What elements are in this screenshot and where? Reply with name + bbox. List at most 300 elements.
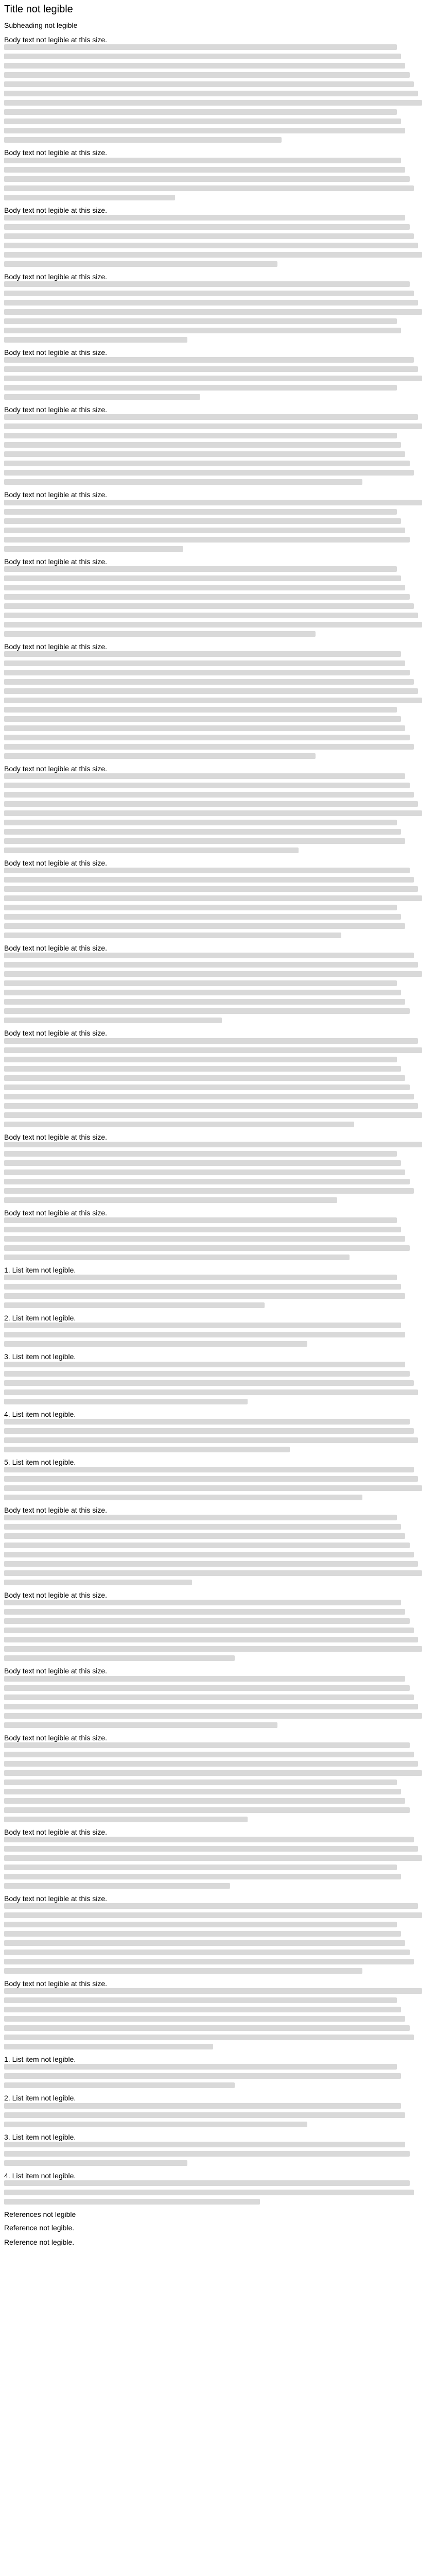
- text-line-placeholder: [4, 195, 175, 200]
- text-line-placeholder: [4, 886, 418, 892]
- list-item-line-placeholders: [4, 2103, 431, 2127]
- text-line-placeholder: [4, 366, 418, 372]
- text-line-placeholder: [4, 100, 422, 106]
- paragraph: [4, 557, 431, 637]
- text-line-placeholder: [4, 810, 422, 816]
- text-line-placeholder: [4, 1476, 418, 1482]
- text-line-placeholder: [4, 1047, 422, 1053]
- text-line-placeholder: [4, 118, 401, 124]
- text-line-placeholder: [4, 128, 405, 133]
- text-line-placeholder: [4, 1676, 405, 1682]
- reference-item: Reference not legible.: [4, 2224, 75, 2232]
- text-line-placeholder: [4, 725, 405, 731]
- text-line-placeholder: [4, 243, 418, 248]
- text-line-placeholder: [4, 546, 183, 552]
- text-line-placeholder: [4, 1515, 397, 1520]
- text-line-placeholder: [4, 1959, 414, 1964]
- text-line-placeholder: [4, 753, 316, 759]
- text-line-placeholder: [4, 670, 410, 675]
- text-line-placeholder: [4, 1903, 418, 1909]
- numbered-list: [4, 1265, 431, 1500]
- text-line-placeholder: [4, 2103, 401, 2109]
- text-line-placeholder: [4, 744, 414, 750]
- text-line-placeholder: [4, 868, 410, 873]
- paragraph-text: Body text not legible at this size.: [4, 1667, 107, 1675]
- text-line-placeholder: [4, 1467, 414, 1472]
- text-line-placeholder: [4, 1742, 410, 1748]
- list-item: [4, 1265, 431, 1308]
- text-line-placeholder: [4, 281, 410, 287]
- text-line-placeholder: [4, 1122, 354, 1127]
- text-line-placeholder: [4, 1428, 414, 1434]
- text-line-placeholder: [4, 838, 405, 844]
- text-line-placeholder: [4, 1997, 397, 2003]
- text-line-placeholder: [4, 1245, 410, 1251]
- text-line-placeholder: [4, 953, 414, 958]
- paragraph-line-placeholders: [4, 1217, 431, 1260]
- text-line-placeholder: [4, 1912, 422, 1918]
- paragraph-line-placeholders: [4, 44, 431, 143]
- text-line-placeholder: [4, 622, 422, 628]
- paragraph-line-placeholders: [4, 1742, 431, 1822]
- text-line-placeholder: [4, 914, 401, 920]
- text-line-placeholder: [4, 215, 405, 221]
- paragraph: [4, 764, 431, 853]
- text-line-placeholder: [4, 1217, 397, 1223]
- text-line-placeholder: [4, 500, 422, 505]
- text-line-placeholder: [4, 923, 405, 929]
- paragraph-line-placeholders: [4, 773, 431, 853]
- text-line-placeholder: [4, 158, 401, 163]
- paragraph-text: Body text not legible at this size.: [4, 1029, 107, 1038]
- text-line-placeholder: [4, 470, 414, 476]
- paragraph: [4, 943, 431, 1023]
- text-line-placeholder: [4, 1495, 362, 1500]
- text-line-placeholder: [4, 1533, 405, 1539]
- text-line-placeholder: [4, 707, 397, 713]
- list-item-text: 1. List item not legible.: [4, 1266, 76, 1274]
- paragraph: [4, 1028, 431, 1127]
- text-line-placeholder: [4, 1170, 405, 1175]
- list-item: [4, 1352, 431, 1404]
- text-line-placeholder: [4, 528, 405, 533]
- text-line-placeholder: [4, 1817, 248, 1822]
- paragraph-text: Body text not legible at this size.: [4, 148, 107, 157]
- text-line-placeholder: [4, 1752, 414, 1757]
- paragraph-text: Body text not legible at this size.: [4, 1505, 107, 1514]
- paragraph-line-placeholders: [4, 1676, 431, 1728]
- paragraph-text: Body text not legible at this size.: [4, 944, 107, 953]
- text-line-placeholder: [4, 1543, 410, 1548]
- text-line-placeholder: [4, 337, 187, 343]
- text-line-placeholder: [4, 185, 414, 191]
- text-line-placeholder: [4, 1940, 405, 1946]
- paragraph-line-placeholders: [4, 1988, 431, 2049]
- text-line-placeholder: [4, 1789, 401, 1794]
- text-line-placeholder: [4, 688, 418, 694]
- text-line-placeholder: [4, 1655, 235, 1661]
- text-line-placeholder: [4, 1066, 401, 1072]
- page-title: Title not legible: [4, 4, 73, 15]
- text-line-placeholder: [4, 1798, 405, 1804]
- paragraph-line-placeholders: [4, 1142, 431, 1203]
- text-line-placeholder: [4, 300, 418, 306]
- text-line-placeholder: [4, 1332, 405, 1337]
- text-line-placeholder: [4, 509, 397, 515]
- text-line-placeholder: [4, 233, 414, 239]
- text-line-placeholder: [4, 2073, 401, 2079]
- text-line-placeholder: [4, 109, 397, 115]
- list-item-text: 4. List item not legible.: [4, 1410, 76, 1418]
- text-line-placeholder: [4, 698, 422, 703]
- text-line-placeholder: [4, 1685, 410, 1691]
- text-line-placeholder: [4, 594, 410, 600]
- list-item-text: 2. List item not legible.: [4, 1314, 76, 1323]
- text-line-placeholder: [4, 1552, 414, 1557]
- text-line-placeholder: [4, 1968, 362, 1974]
- text-line-placeholder: [4, 1293, 405, 1299]
- text-line-placeholder: [4, 2122, 307, 2127]
- text-line-placeholder: [4, 1057, 397, 1062]
- text-line-placeholder: [4, 801, 418, 807]
- text-line-placeholder: [4, 1284, 401, 1290]
- paragraph: [4, 1505, 431, 1585]
- text-line-placeholder: [4, 1713, 422, 1719]
- text-line-placeholder: [4, 575, 401, 581]
- list-item-text: 1. List item not legible.: [4, 2055, 76, 2064]
- paragraph-text: Body text not legible at this size.: [4, 859, 107, 868]
- text-line-placeholder: [4, 1609, 405, 1615]
- reference-item: Reference not legible.: [4, 2238, 75, 2247]
- text-line-placeholder: [4, 261, 277, 267]
- text-line-placeholder: [4, 1637, 418, 1642]
- paragraph-text: Body text not legible at this size.: [4, 405, 107, 414]
- paragraph-text: Body text not legible at this size.: [4, 764, 107, 773]
- text-line-placeholder: [4, 1524, 401, 1530]
- text-line-placeholder: [4, 1341, 307, 1347]
- text-line-placeholder: [4, 1399, 248, 1404]
- text-line-placeholder: [4, 651, 401, 657]
- text-line-placeholder: [4, 2016, 405, 2022]
- text-line-placeholder: [4, 1437, 418, 1443]
- text-line-placeholder: [4, 603, 414, 609]
- paragraph-text: Body text not legible at this size.: [4, 272, 107, 281]
- list-item: [4, 2171, 431, 2205]
- paragraph-line-placeholders: [4, 215, 431, 267]
- list-item: [4, 1458, 431, 1500]
- text-line-placeholder: [4, 1038, 418, 1044]
- text-line-placeholder: [4, 1179, 410, 1184]
- text-line-placeholder: [4, 44, 397, 50]
- text-line-placeholder: [4, 2064, 397, 2070]
- page-subtitle: Subheading not legible: [4, 21, 78, 29]
- text-line-placeholder: [4, 1151, 397, 1157]
- references-heading: References not legible: [4, 2210, 76, 2218]
- list-item-text: 3. List item not legible.: [4, 1352, 76, 1361]
- references-list: [4, 2223, 431, 2247]
- list-item-line-placeholders: [4, 2142, 431, 2166]
- text-line-placeholder: [4, 167, 405, 173]
- text-line-placeholder: [4, 1371, 410, 1377]
- paragraph-text: Body text not legible at this size.: [4, 206, 107, 214]
- text-line-placeholder: [4, 1883, 230, 1889]
- text-line-placeholder: [4, 1447, 290, 1452]
- text-line-placeholder: [4, 1646, 422, 1652]
- text-line-placeholder: [4, 2190, 414, 2195]
- text-line-placeholder: [4, 1950, 410, 1955]
- text-line-placeholder: [4, 1761, 418, 1767]
- text-line-placeholder: [4, 451, 405, 457]
- text-line-placeholder: [4, 2025, 410, 2031]
- paragraph: [4, 35, 431, 143]
- text-line-placeholder: [4, 783, 410, 788]
- text-line-placeholder: [4, 1094, 414, 1099]
- text-line-placeholder: [4, 376, 422, 381]
- text-line-placeholder: [4, 433, 397, 438]
- text-line-placeholder: [4, 905, 397, 910]
- text-line-placeholder: [4, 2180, 410, 2186]
- text-line-placeholder: [4, 318, 397, 324]
- paragraph: [4, 1733, 431, 1822]
- text-line-placeholder: [4, 971, 422, 977]
- text-line-placeholder: [4, 1362, 405, 1367]
- text-line-placeholder: [4, 1112, 422, 1118]
- text-line-placeholder: [4, 1780, 397, 1785]
- text-line-placeholder: [4, 423, 422, 429]
- paragraph: [4, 1132, 431, 1203]
- text-line-placeholder: [4, 2082, 235, 2088]
- paragraph: [4, 1666, 431, 1727]
- paragraph-text: Body text not legible at this size.: [4, 557, 107, 566]
- text-line-placeholder: [4, 1084, 410, 1090]
- text-line-placeholder: [4, 990, 401, 995]
- text-line-placeholder: [4, 585, 405, 590]
- text-line-placeholder: [4, 735, 410, 740]
- paragraph: [4, 1894, 431, 1974]
- text-line-placeholder: [4, 2035, 414, 2040]
- text-line-placeholder: [4, 224, 410, 230]
- paragraph-text: Body text not legible at this size.: [4, 642, 107, 651]
- list-item-text: 4. List item not legible.: [4, 2171, 76, 2180]
- text-line-placeholder: [4, 1874, 401, 1879]
- text-line-placeholder: [4, 829, 401, 835]
- body-section-continued: [4, 1505, 431, 2049]
- text-line-placeholder: [4, 660, 405, 666]
- paragraph-line-placeholders: [4, 1038, 431, 1127]
- text-line-placeholder: [4, 1807, 410, 1813]
- paragraph-text: Body text not legible at this size.: [4, 1591, 107, 1600]
- paragraph: [4, 642, 431, 759]
- text-line-placeholder: [4, 1008, 410, 1014]
- text-line-placeholder: [4, 1855, 422, 1861]
- text-line-placeholder: [4, 1018, 222, 1023]
- text-line-placeholder: [4, 479, 362, 485]
- text-line-placeholder: [4, 1770, 422, 1776]
- paragraph-line-placeholders: [4, 953, 431, 1023]
- text-line-placeholder: [4, 980, 397, 986]
- text-line-placeholder: [4, 1323, 401, 1328]
- text-line-placeholder: [4, 1704, 418, 1709]
- list-item: [4, 2055, 431, 2088]
- paragraph: [4, 1979, 431, 2049]
- paragraph: [4, 148, 431, 200]
- paragraph: [4, 405, 431, 485]
- paragraph-line-placeholders: [4, 500, 431, 552]
- text-line-placeholder: [4, 895, 422, 901]
- text-line-placeholder: [4, 252, 422, 258]
- text-line-placeholder: [4, 773, 405, 779]
- text-line-placeholder: [4, 2007, 401, 2012]
- list-item: [4, 2093, 431, 2127]
- paragraph-text: Body text not legible at this size.: [4, 348, 107, 357]
- paragraph-line-placeholders: [4, 1600, 431, 1661]
- text-line-placeholder: [4, 394, 200, 400]
- text-line-placeholder: [4, 1302, 265, 1308]
- text-line-placeholder: [4, 81, 414, 87]
- text-line-placeholder: [4, 1197, 337, 1203]
- text-line-placeholder: [4, 1931, 401, 1937]
- text-line-placeholder: [4, 63, 405, 69]
- list-item-line-placeholders: [4, 1467, 431, 1500]
- list-item-text: 5. List item not legible.: [4, 1458, 76, 1466]
- paragraph: [4, 1827, 431, 1889]
- text-line-placeholder: [4, 54, 401, 59]
- text-line-placeholder: [4, 1922, 397, 1927]
- text-line-placeholder: [4, 1380, 414, 1386]
- paragraph-text: Body text not legible at this size.: [4, 1132, 107, 1141]
- paragraph: [4, 272, 431, 343]
- paragraph-line-placeholders: [4, 357, 431, 400]
- text-line-placeholder: [4, 2199, 260, 2205]
- text-line-placeholder: [4, 1618, 410, 1624]
- text-line-placeholder: [4, 2151, 410, 2157]
- text-line-placeholder: [4, 1837, 414, 1842]
- text-line-placeholder: [4, 1188, 414, 1194]
- paragraph-line-placeholders: [4, 651, 431, 759]
- text-line-placeholder: [4, 679, 414, 685]
- text-line-placeholder: [4, 716, 401, 722]
- paragraph: [4, 490, 431, 551]
- paragraph-line-placeholders: [4, 414, 431, 485]
- list-item-line-placeholders: [4, 1362, 431, 1404]
- text-line-placeholder: [4, 1142, 422, 1147]
- paragraph-text: Body text not legible at this size.: [4, 1979, 107, 1988]
- text-line-placeholder: [4, 1275, 397, 1280]
- list-item-text: 2. List item not legible.: [4, 2094, 76, 2103]
- paragraph-text: Body text not legible at this size.: [4, 1208, 107, 1217]
- list-item: [4, 2132, 431, 2166]
- text-line-placeholder: [4, 848, 299, 853]
- text-line-placeholder: [4, 820, 397, 825]
- list-item-line-placeholders: [4, 1323, 431, 1347]
- text-line-placeholder: [4, 2142, 405, 2147]
- text-line-placeholder: [4, 1103, 418, 1109]
- text-line-placeholder: [4, 1075, 405, 1081]
- list-item-line-placeholders: [4, 1275, 431, 1308]
- text-line-placeholder: [4, 1227, 401, 1232]
- body-section: [4, 35, 431, 1260]
- text-line-placeholder: [4, 291, 414, 296]
- text-line-placeholder: [4, 137, 282, 143]
- text-line-placeholder: [4, 1255, 350, 1260]
- paragraph: [4, 858, 431, 938]
- text-line-placeholder: [4, 72, 410, 78]
- text-line-placeholder: [4, 1160, 401, 1166]
- list-item-line-placeholders: [4, 2180, 431, 2205]
- text-line-placeholder: [4, 328, 401, 333]
- paragraph-line-placeholders: [4, 1903, 431, 1974]
- list-item: [4, 1410, 431, 1452]
- paragraph-line-placeholders: [4, 868, 431, 938]
- text-line-placeholder: [4, 1561, 418, 1567]
- list-item-text: 3. List item not legible.: [4, 2132, 76, 2141]
- text-line-placeholder: [4, 613, 418, 618]
- list-item-line-placeholders: [4, 2064, 431, 2088]
- text-line-placeholder: [4, 518, 401, 524]
- text-line-placeholder: [4, 1846, 418, 1852]
- text-line-placeholder: [4, 1628, 414, 1633]
- text-line-placeholder: [4, 442, 401, 448]
- paragraph: [4, 1208, 431, 1260]
- text-line-placeholder: [4, 1600, 401, 1605]
- text-line-placeholder: [4, 357, 414, 363]
- text-line-placeholder: [4, 566, 397, 572]
- text-line-placeholder: [4, 877, 414, 883]
- list-item-line-placeholders: [4, 1419, 431, 1452]
- text-line-placeholder: [4, 1694, 414, 1700]
- text-line-placeholder: [4, 1419, 410, 1425]
- text-line-placeholder: [4, 1389, 418, 1395]
- paragraph-line-placeholders: [4, 1515, 431, 1585]
- text-line-placeholder: [4, 962, 418, 968]
- text-line-placeholder: [4, 2044, 213, 2049]
- paragraph-text: Body text not legible at this size.: [4, 36, 107, 44]
- paragraph-text: Body text not legible at this size.: [4, 1827, 107, 1836]
- text-line-placeholder: [4, 414, 418, 420]
- text-line-placeholder: [4, 309, 422, 315]
- paragraph-line-placeholders: [4, 1837, 431, 1889]
- paragraph: [4, 206, 431, 267]
- paragraph-text: Body text not legible at this size.: [4, 490, 107, 499]
- text-line-placeholder: [4, 2160, 187, 2166]
- text-line-placeholder: [4, 631, 316, 637]
- text-line-placeholder: [4, 933, 341, 938]
- paragraph-text: Body text not legible at this size.: [4, 1733, 107, 1742]
- text-line-placeholder: [4, 176, 410, 182]
- text-line-placeholder: [4, 999, 405, 1005]
- text-line-placeholder: [4, 461, 410, 466]
- text-line-placeholder: [4, 91, 418, 96]
- paragraph-line-placeholders: [4, 281, 431, 343]
- task-list: [4, 2055, 431, 2205]
- text-line-placeholder: [4, 1988, 422, 1994]
- paragraph-line-placeholders: [4, 566, 431, 637]
- text-line-placeholder: [4, 1722, 277, 1728]
- paragraph-line-placeholders: [4, 158, 431, 200]
- text-line-placeholder: [4, 385, 397, 391]
- text-line-placeholder: [4, 2112, 405, 2118]
- paragraph: [4, 348, 431, 400]
- text-line-placeholder: [4, 1236, 405, 1242]
- text-line-placeholder: [4, 1865, 397, 1870]
- list-item: [4, 1313, 431, 1347]
- text-line-placeholder: [4, 1570, 422, 1576]
- text-line-placeholder: [4, 537, 410, 543]
- text-line-placeholder: [4, 1580, 192, 1585]
- paragraph-text: Body text not legible at this size.: [4, 1894, 107, 1903]
- paragraph: [4, 1590, 431, 1661]
- text-line-placeholder: [4, 1485, 422, 1491]
